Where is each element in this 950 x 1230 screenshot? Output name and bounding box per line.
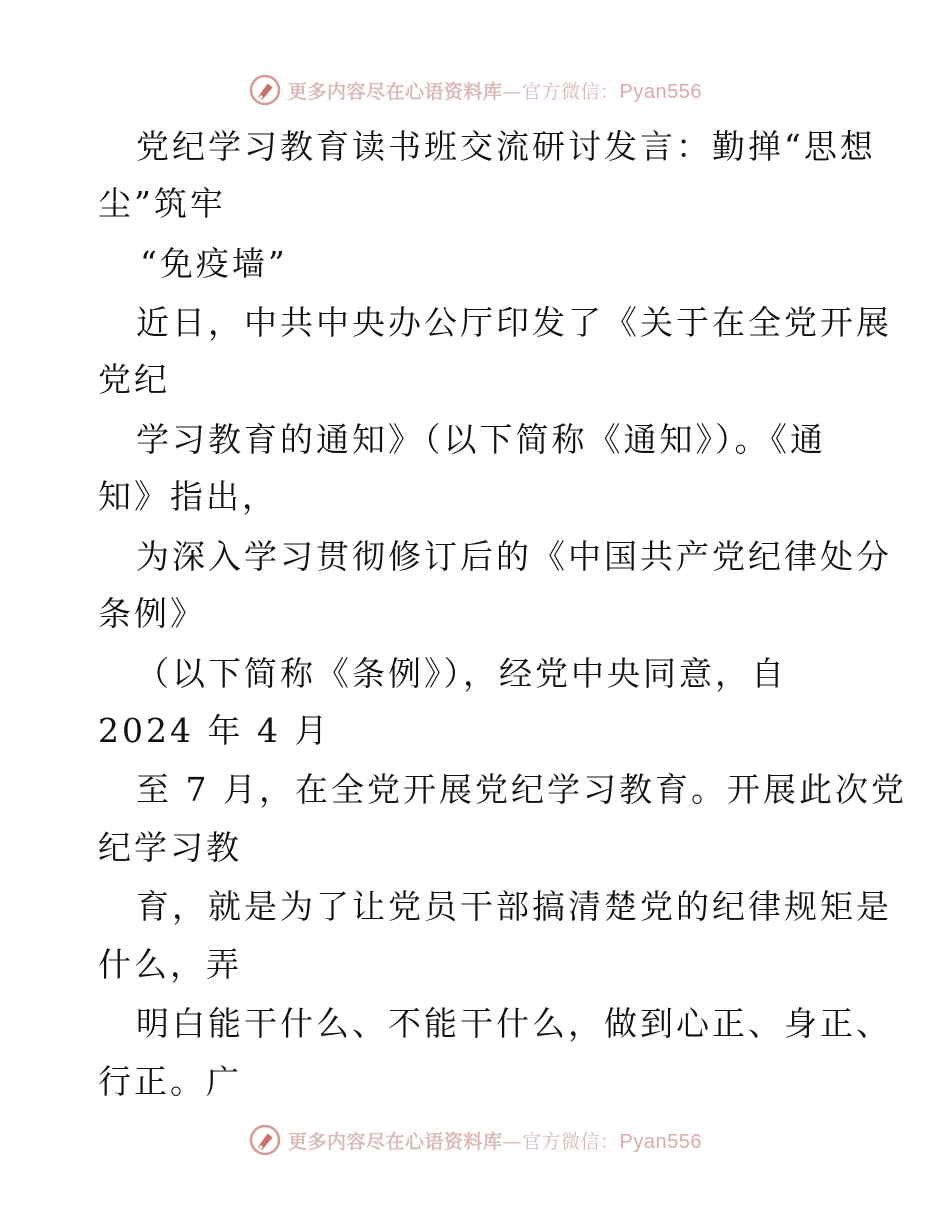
text-line-content: 知》指出， xyxy=(98,477,278,516)
text-line xyxy=(140,244,950,284)
text-line-content: 明白能干什么、不能干什么，做到心正、身正、 xyxy=(136,1004,892,1043)
footer-watermark xyxy=(0,1120,950,1160)
text-line-content: 近日，中共中央办公厅印发了《关于在全党开展 xyxy=(136,303,892,342)
watermark-wechat-label: 官方微信： xyxy=(522,1130,620,1153)
text-line-content: 党纪学习教育读书班交流研讨发言：勤掸“思想 xyxy=(136,127,876,166)
watermark-main-text: 更多内容尽在心语资料库 xyxy=(288,1130,503,1153)
text-line-content: 育，就是为了让党员干部搞清楚党的纪律规矩是 xyxy=(136,887,892,926)
text-line-content: 为深入学习贯彻修订后的《中国共产党纪律处分 xyxy=(136,537,892,576)
text-line xyxy=(98,594,950,634)
text-line-content: 纪学习教 xyxy=(98,828,242,867)
text-line xyxy=(98,184,950,224)
text-line xyxy=(136,1004,950,1044)
pen-nib-circle-icon xyxy=(248,1123,282,1157)
watermark-wechat-label: 官方微信： xyxy=(522,80,620,103)
text-line xyxy=(98,360,950,400)
watermark-dash: — xyxy=(502,1130,523,1153)
text-line-content: 党纪 xyxy=(98,360,170,399)
text-line-content: “免疫墙” xyxy=(140,244,288,283)
watermark-main-text: 更多内容尽在心语资料库 xyxy=(288,80,503,103)
watermark-wechat-handle: Pyan556 xyxy=(619,1130,702,1153)
text-line-content: （以下简称《条例》），经党中央同意，自 xyxy=(136,654,787,693)
text-line xyxy=(136,420,950,460)
text-line-content: 尘”筑牢 xyxy=(98,184,226,223)
watermark-dash: — xyxy=(502,80,523,103)
text-line xyxy=(136,537,950,577)
text-line-content: 行正。广 xyxy=(98,1062,242,1101)
text-line-content: 学习教育的通知》（以下简称《通知》）。《通 xyxy=(136,420,826,459)
watermark-text xyxy=(288,1127,702,1154)
text-line-content: 条例》 xyxy=(98,594,206,633)
text-line xyxy=(98,711,950,751)
text-line xyxy=(98,945,950,985)
text-line-content: 什么，弄 xyxy=(98,945,242,984)
text-line xyxy=(136,770,950,810)
text-line-content: 2024 年 4 月 xyxy=(98,711,331,750)
text-line xyxy=(98,828,950,868)
watermark-wechat-handle: Pyan556 xyxy=(619,80,702,103)
text-line-content: 至 7 月，在全党开展党纪学习教育。开展此次党 xyxy=(136,770,907,809)
text-line xyxy=(98,1062,950,1102)
text-line xyxy=(136,127,950,167)
text-line xyxy=(136,654,950,694)
text-line xyxy=(136,303,950,343)
text-line xyxy=(98,477,950,517)
text-line xyxy=(136,887,950,927)
